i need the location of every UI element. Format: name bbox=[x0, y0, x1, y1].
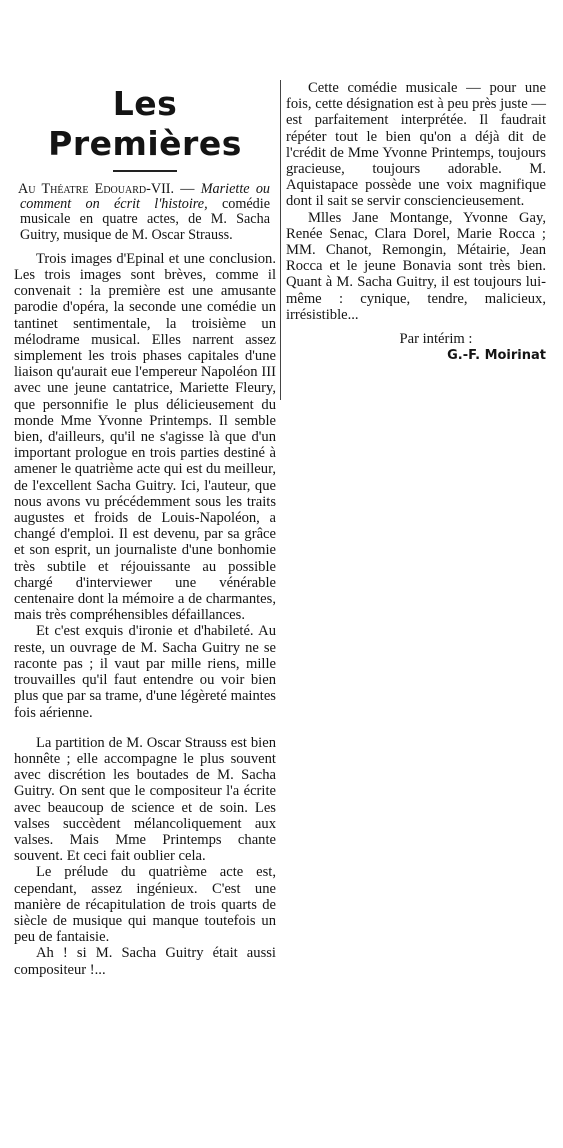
left-column bbox=[14, 0, 276, 978]
paragraph-6: Cette comédie musicale — pour une fois, cette désignation est à peu près juste — est parfaitement interprétée. Il faudrait répéter tout le bien qu'on a déjà dit de l'crédit de Mme Yvonne Printemps, toujours gracieuse, toujours adorable. M. Aquistapace possède une voix magnifique dont il sait se servir consciencieusement. bbox=[286, 80, 546, 210]
paragraph-3: La partition de M. Oscar Strauss est bien honnête ; elle accompagne le plus souvent avec discrétion les boutades de M. Sacha Guitry. On sent que le compositeur l'a écrite avec beaucoup de science et de soin. Les valses succèdent mélancoliquement aux valses. Mais Mme Printemps chante souvent. Et ceci fait oublier cela. bbox=[14, 734, 276, 865]
paragraph-1: Trois images d'Epinal et une conclusion. Les trois images sont brèves, comme il convenait : la première est une amusante parodie d'opéra, la seconde une comédie un tantinet sentimentale, la troisième un mélodrame musical. Elles narrent assez simplement les trois phases capitales d'une liaison qu'aurait eue l'empereur Napoléon III avec une jeune cantatrice, Mariette Fleury, que personnifie le plus délicieusement du monde Mme Yvonne Printemps. Il semble bien, d'ailleurs, qu'il ne s'agisse là que d'un important prologue en trois parties destiné à amener le quatrième acte qui est du meilleur, de l'excellent Sacha Guitry. Ici, l'auteur, que nous avons vu précédemment sous les traits augustes et froids de Louis-Napoléon, a changé d'emploi. Il est devenu, par sa grâce et son esprit, un journaliste d'une bonhomie très subtile et réjouissante au possible chargé d'interviewer une vénérable centenaire dont la mémoire a de charmantes, mais très compréhensibles défaillances. bbox=[14, 250, 276, 624]
by-line-text: Par intérim : bbox=[399, 331, 473, 348]
lead-work-title: Mariette ou comment on écrit l'histoire, bbox=[20, 181, 271, 213]
by-line bbox=[286, 331, 546, 347]
paragraph-5: Ah ! si M. Sacha Guitry était aussi compositeur !... bbox=[14, 945, 276, 978]
column-divider bbox=[280, 80, 281, 400]
lead-dash: — bbox=[174, 181, 201, 197]
title-divider bbox=[113, 170, 177, 172]
paragraph-2: Et c'est exquis d'ironie et d'habileté. Au reste, un ouvrage de M. Sacha Guitry ne se raconte pas ; il vaut par mille riens, mille trouvailles qu'il faut entendre ou voir bien plus que par sa trame, d'une légèreté maintes fois aérienne. bbox=[14, 623, 276, 721]
lead-description: comédie musicale en quatre actes, de M. Sacha Guitry, musique de M. Oscar Strauss. bbox=[20, 196, 270, 243]
lead-venue: Au Théatre Edouard-VII. bbox=[18, 181, 175, 197]
paragraph-7: Mlles Jane Montange, Yvonne Gay, Renée Senac, Clara Dorel, Marie Rocca ; MM. Chanot, Remongin, Métairie, Jean Rocca et le jeune Bonavia sont très bien. Quant à M. Sacha Guitry, il est toujours lui-même : cynique, tendre, malicieux, irrésistible... bbox=[286, 209, 546, 323]
article-lead bbox=[20, 182, 270, 243]
author-signature: G.-F. Moirinat bbox=[447, 348, 546, 364]
paragraph-4: Le prélude du quatrième acte est, cependant, assez ingénieux. C'est une manière de récapitulation de trois quarts de siècle de musique qui manque toutefois un peu de fantaisie. bbox=[14, 864, 276, 946]
right-column bbox=[286, 80, 546, 364]
page-title: Les Premières bbox=[48, 84, 242, 163]
